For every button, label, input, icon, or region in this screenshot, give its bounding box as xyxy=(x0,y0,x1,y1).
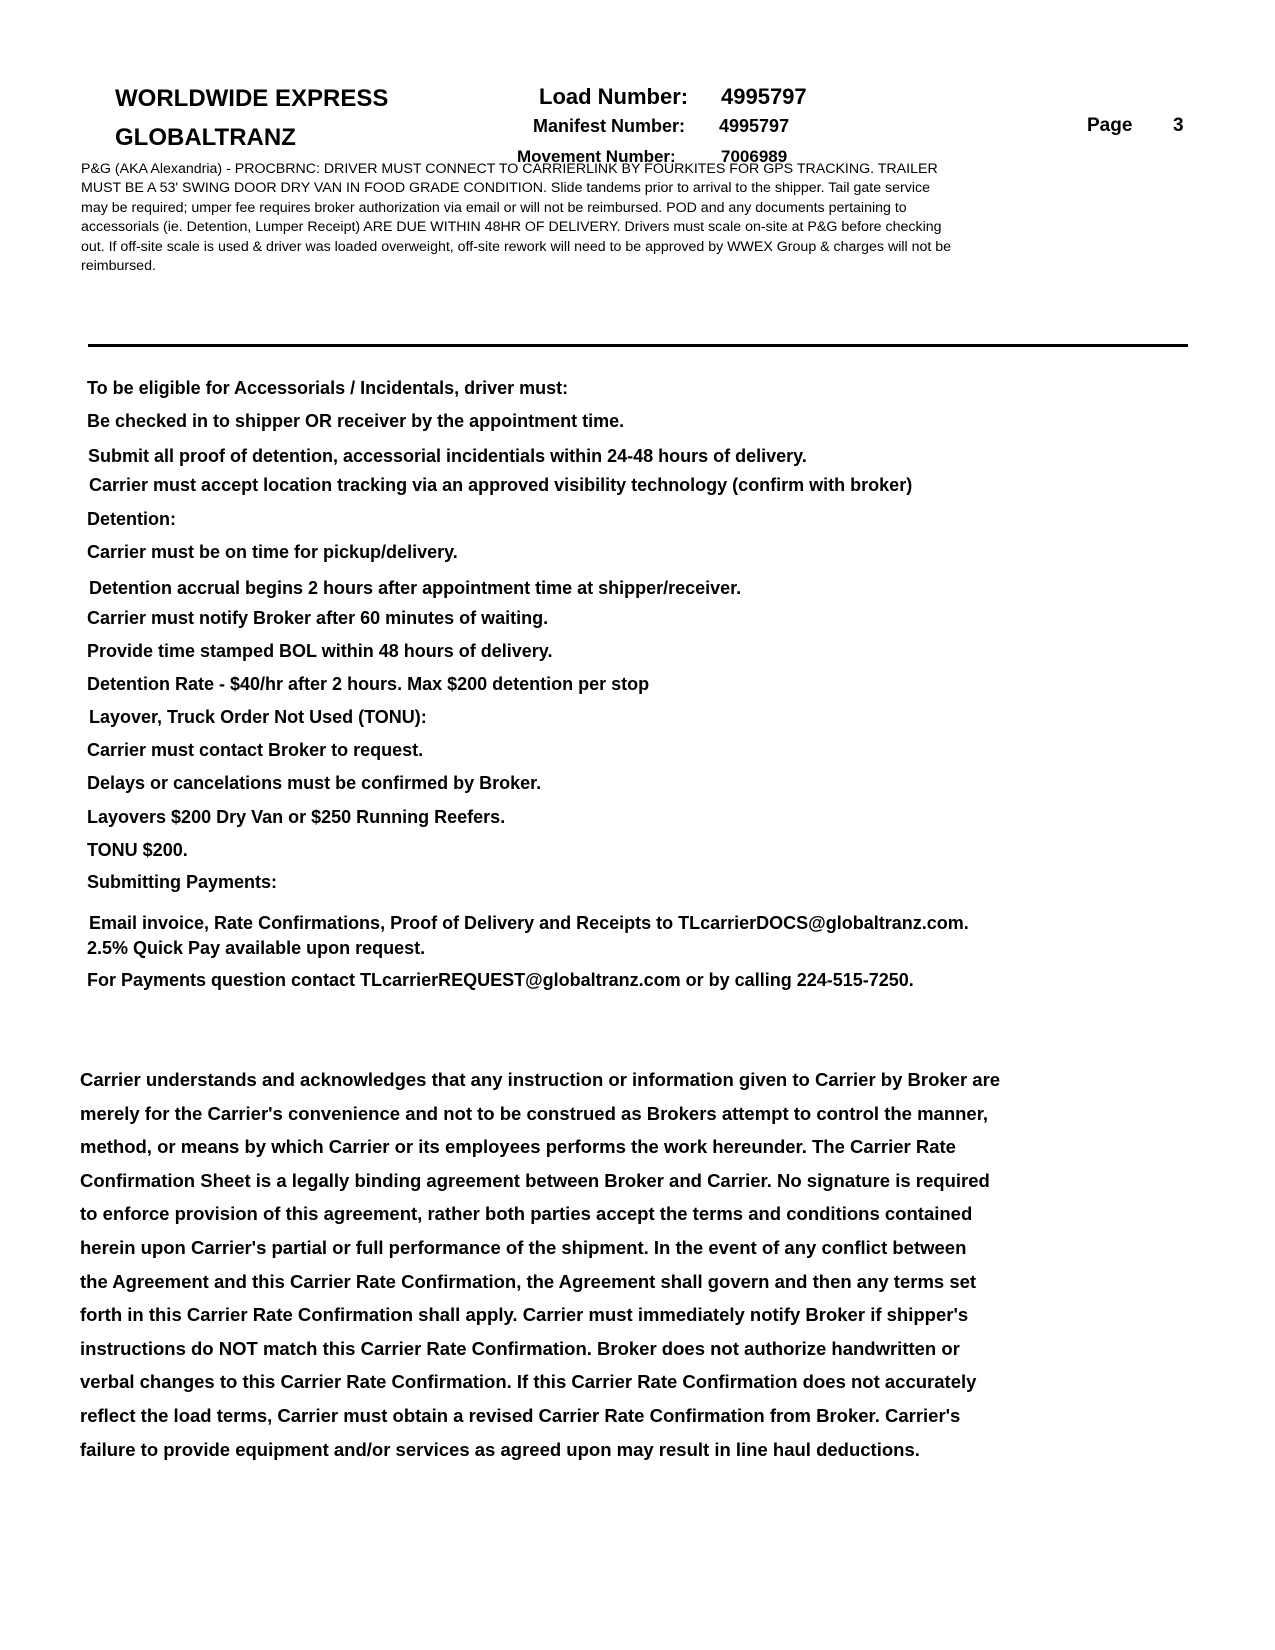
terms-line: Layovers $200 Dry Van or $250 Running Reefers. xyxy=(87,807,506,827)
terms-line: Be checked in to shipper OR receiver by the appointment time. xyxy=(87,411,625,431)
terms-line: Carrier must accept location tracking via an approved visibility technology (confirm with broker) xyxy=(89,475,913,495)
agreement-line: failure to provide equipment and/or services as agreed upon may result in line haul deductions. xyxy=(80,1438,920,1460)
terms-line: Carrier must be on time for pickup/delivery. xyxy=(87,542,458,562)
load-number-value: 4995797 xyxy=(721,84,807,109)
terms-line: Detention accrual begins 2 hours after appointment time at shipper/receiver. xyxy=(89,578,742,598)
page-label: Page xyxy=(1087,115,1133,136)
page-number: 3 xyxy=(1173,115,1184,136)
terms-line: Carrier must contact Broker to request. xyxy=(87,740,424,760)
section-divider xyxy=(88,344,1188,347)
company-name: WORLDWIDE EXPRESS xyxy=(115,85,389,112)
terms-line: To be eligible for Accessorials / Incidentals, driver must: xyxy=(87,378,569,398)
instruction-line: P&G (AKA Alexandria) - PROCBRNC: DRIVER MUST CONNECT TO CARRIERLINK BY FOURKITES FOR GPS TRACKING. TRAILER xyxy=(81,161,938,177)
instruction-line: reimbursed. xyxy=(81,258,156,275)
terms-line: For Payments question contact TLcarrierREQUEST@globaltranz.com or by calling 224-515-7250. xyxy=(87,970,914,990)
carrier-agreement-paragraph xyxy=(80,1063,1200,1466)
instruction-line: accessorials (ie. Detention, Lumper Receipt) ARE DUE WITHIN 48HR OF DELIVERY. Drivers must scale on-site at P&G before checking xyxy=(81,219,942,236)
terms-line: Email invoice, Rate Confirmations, Proof of Delivery and Receipts to TLcarrierDOCS@globaltranz.com. xyxy=(89,913,969,933)
agreement-line: herein upon Carrier's partial or full performance of the shipment. In the event of any conflict between xyxy=(80,1236,967,1258)
instruction-line: may be required; umper fee requires broker authorization via email or will not be reimbursed. POD and any documents pertaining to xyxy=(81,199,907,216)
manifest-number-value: 4995797 xyxy=(719,116,790,136)
agreement-line: Carrier understands and acknowledges that any instruction or information given to Carrier by Broker are xyxy=(80,1069,1001,1090)
movement-number-value: 7006989 xyxy=(721,147,788,166)
agreement-line: instructions do NOT match this Carrier Rate Confirmation. Broker does not authorize handwritten or xyxy=(80,1337,960,1359)
agreement-line: to enforce provision of this agreement, rather both parties accept the terms and conditions contained xyxy=(80,1203,973,1225)
movement-number-label: Movement Number: xyxy=(517,147,676,166)
company-brand: GLOBALTRANZ xyxy=(115,124,296,151)
terms-line: Delays or cancelations must be confirmed by Broker. xyxy=(87,773,542,793)
terms-line: 2.5% Quick Pay available upon request. xyxy=(87,938,426,958)
agreement-line: Confirmation Sheet is a legally binding agreement between Broker and Carrier. No signature is required xyxy=(80,1169,990,1191)
terms-line: Submit all proof of detention, accessorial incidentials within 24-48 hours of delivery. xyxy=(88,446,807,466)
manifest-number-label: Manifest Number: xyxy=(533,116,686,136)
agreement-line: method, or means by which Carrier or its employees performs the work hereunder. The Carrier Rate xyxy=(80,1136,956,1158)
terms-section-heading: Submitting Payments: xyxy=(87,872,278,892)
load-number-label: Load Number: xyxy=(539,84,689,109)
agreement-line: reflect the load terms, Carrier must obtain a revised Carrier Rate Confirmation from Broker. Carrier's xyxy=(80,1404,961,1426)
agreement-line: verbal changes to this Carrier Rate Confirmation. If this Carrier Rate Confirmation does not accurately xyxy=(80,1371,977,1393)
instruction-line: out. If off-site scale is used & driver was loaded overweight, off-site rework will need to be approved by WWEX Group & charges will not be xyxy=(81,238,952,255)
agreement-line: merely for the Carrier's convenience and not to be construed as Brokers attempt to control the manner, xyxy=(80,1102,989,1124)
agreement-line: the Agreement and this Carrier Rate Confirmation, the Agreement shall govern and then any terms set xyxy=(80,1270,977,1292)
terms-line: Carrier must notify Broker after 60 minutes of waiting. xyxy=(87,608,549,628)
agreement-line: forth in this Carrier Rate Confirmation shall apply. Carrier must immediately notify Broker if shipper's xyxy=(80,1304,969,1326)
instruction-line: MUST BE A 53' SWING DOOR DRY VAN IN FOOD GRADE CONDITION. Slide tandems prior to arrival to the shipper. Tail gate service xyxy=(81,180,930,197)
terms-section-heading: Layover, Truck Order Not Used (TONU): xyxy=(89,707,427,727)
shipper-instructions xyxy=(81,160,1211,276)
terms-section-heading: Detention: xyxy=(87,509,176,529)
terms-line: TONU $200. xyxy=(87,840,188,860)
terms-line: Detention Rate - $40/hr after 2 hours. Max $200 detention per stop xyxy=(87,674,650,694)
terms-line: Provide time stamped BOL within 48 hours of delivery. xyxy=(87,641,553,661)
